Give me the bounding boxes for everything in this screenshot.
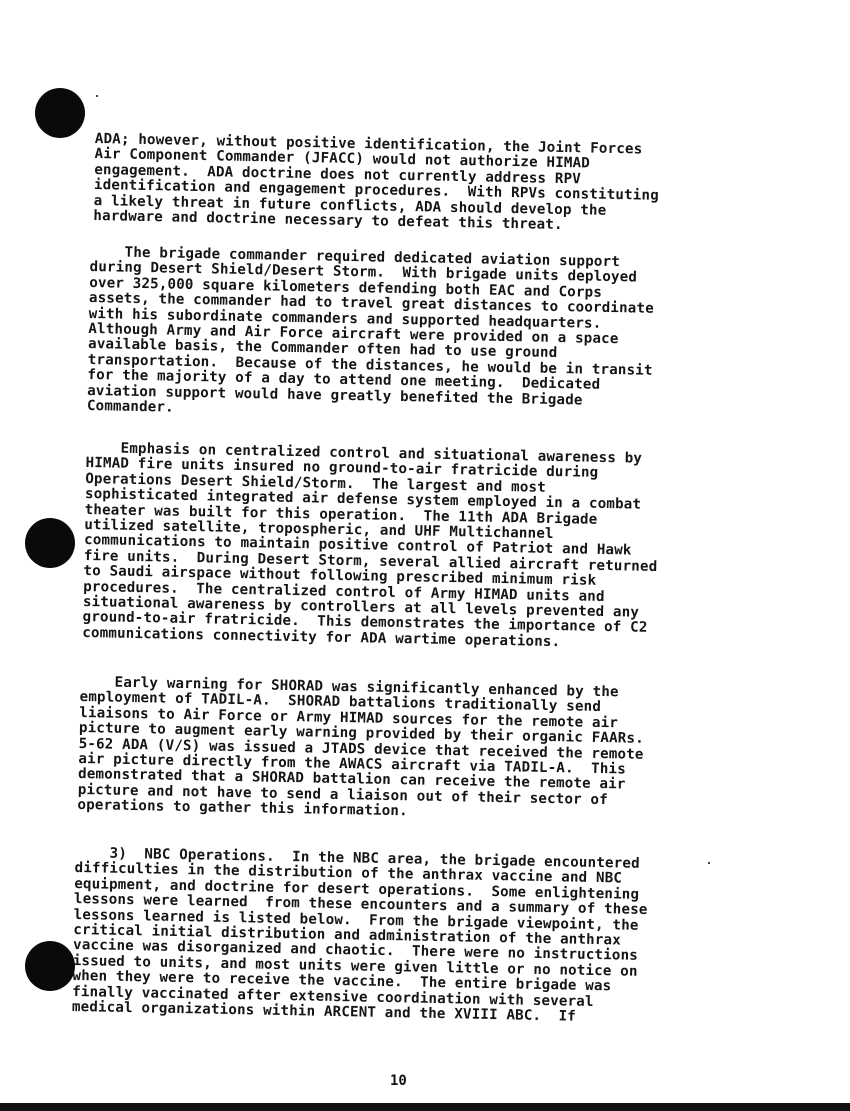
scan-edge-bar [0, 1103, 850, 1111]
paragraph-early-warning: Early warning for SHORAD was significantly enhanced by the employment of TADIL-A. SHORAD battalions traditionally send liaisons to Air Force or Army HIMAD sources for the remote air picture to augment early warning provided by their organic FAARs. 5-62 ADA (V/S) was issued a JTADS device that received the remote air picture directly from the AWACS aircraft via TADIL-A. This demonstrated that a SHORAD battalion can receive the remote air picture and not have to send a liaison out of their sector of operations to gather this information. [77, 674, 644, 820]
paragraph-nbc-operations: 3) NBC Operations. In the NBC area, the brigade encountered difficulties in the distribution of the anthrax vaccine and NBC equipment, and doctrine for desert operations. Some enlightening lessons were learned from these encounters and a summary of these lessons learned is listed below. From the brigade viewpoint, the critical initial distribution and administration of the anthrax vaccine was disorganized and chaotic. There were no instructions issued to units, and most units were given little or no notice on when they were to receive the vaccine. The entire brigade was finally vaccinated after extensive coordination with several medical organizations within ARCENT and the XVIII ABC. If [71, 845, 648, 1025]
binder-hole [35, 88, 85, 138]
paragraph-centralized-control: Emphasis on centralized control and situational awareness by HIMAD fire units insured no ground-to-air fratricide during Operations Desert Shield/Storm. The largest and most sophisticated integrated air defense system employed in a combat theater was built for this operation. The 11th ADA Brigade utilized satellite, tropospheric, and UHF Multichannel communications to maintain positive control of Patriot and Hawk fire units. During Desert Storm, several allied aircraft returned to Saudi airspace without following prescribed minimum risk procedures. The centralized control of Army HIMAD units and situational awareness by controllers at all levels prevented any ground-to-air fratricide. This demonstrates the importance of C2 communications connectivity for ADA wartime operations. [82, 440, 658, 651]
binder-hole [25, 941, 75, 991]
scan-speck [708, 862, 710, 864]
page-number: 10 [390, 1073, 407, 1089]
paragraph-rpv-identification: ADA; however, without positive identification, the Joint Forces Air Component Commander (JFACC) would not authorize HIMAD engagement. ADA doctrine does not currently address RPV identification and engagement procedures. With RPVs constituting a likely threat in future conflicts, ADA should develop the hardware and doctrine necessary to defeat this threat. [93, 131, 659, 234]
binder-hole [25, 518, 75, 568]
scan-speck [96, 95, 98, 97]
paragraph-aviation-support: The brigade commander required dedicated aviation support during Desert Shield/Desert Storm. With brigade units deployed over 325,000 square kilometers defending both EAC and Corps assets, the commander had to travel great distances to coordinate with his subordinate commanders and supported headquarters. Although Army and Air Force aircraft were provided on a space available basis, the Commander often had to use ground transportation. Because of the distances, he would be in transit for the majority of a day to attend one meeting. Dedicated aviation support would have greatly benefited the Brigade Commander. [86, 244, 654, 416]
